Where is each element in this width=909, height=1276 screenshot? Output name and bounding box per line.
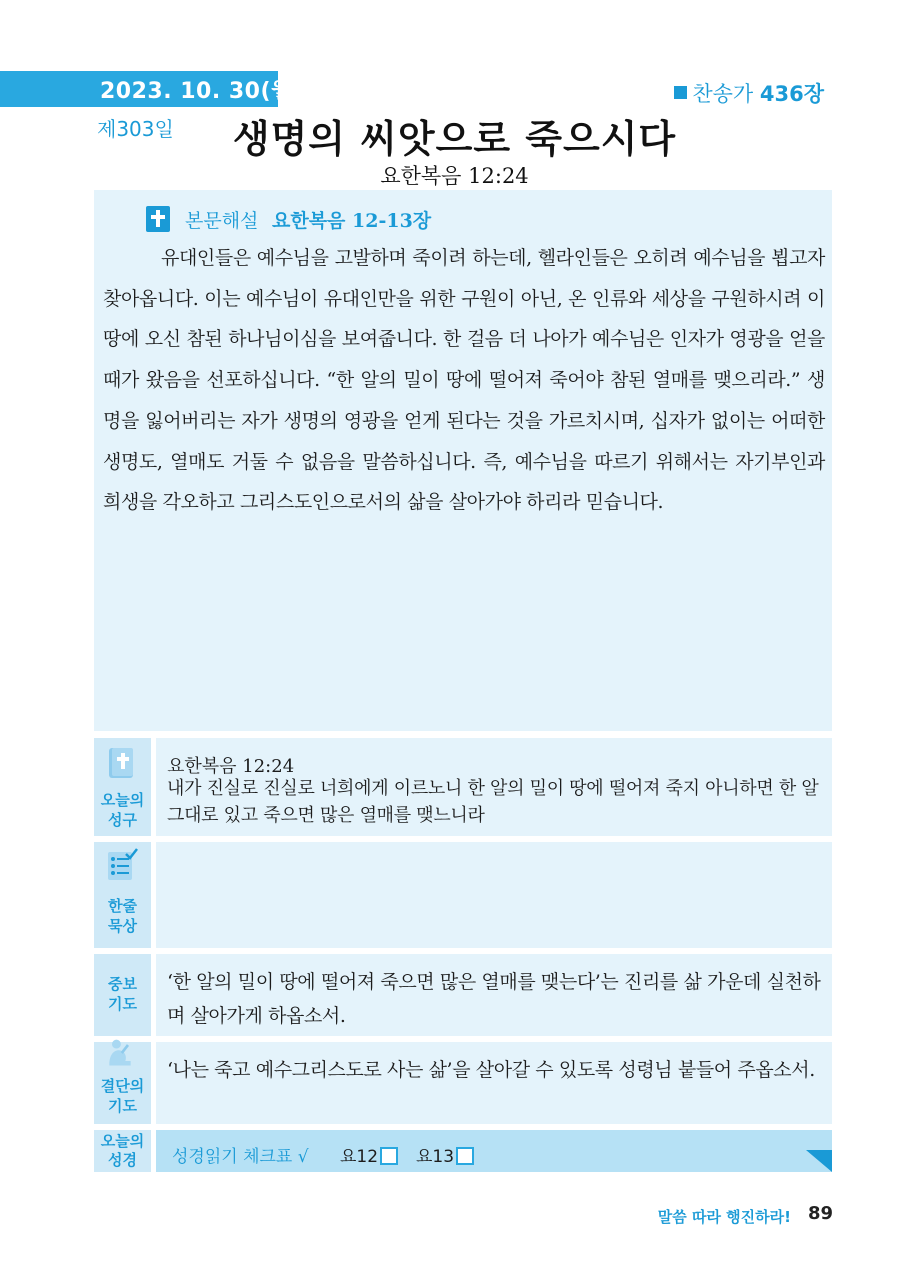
meditation-side xyxy=(94,842,151,948)
page-title: 생명의 씨앗으로 죽으시다 xyxy=(232,117,677,161)
verse-side-label-1: 오늘의 xyxy=(100,791,145,809)
intercession-side-label-2: 기도 xyxy=(108,995,137,1013)
verse-side-label-2: 성구 xyxy=(108,811,137,829)
checklist-icon xyxy=(106,848,138,882)
cross-icon xyxy=(146,206,170,232)
reading-item-label: 요13 xyxy=(416,1147,455,1167)
resolution-side-label-1: 결단의 xyxy=(100,1077,145,1095)
hymn-prefix: 찬송가 xyxy=(692,82,760,106)
reading-item-label: 요12 xyxy=(340,1147,379,1167)
bible-icon xyxy=(106,746,138,780)
checkbox[interactable] xyxy=(456,1147,474,1165)
resolution-side-label-2: 기도 xyxy=(108,1097,137,1115)
verse-side xyxy=(94,738,151,836)
meditation-side-label-1: 한줄 xyxy=(108,897,137,915)
reading-side-label-1: 오늘의 xyxy=(100,1132,145,1150)
reading-checklist-label: 성경읽기 체크표 √ xyxy=(172,1147,309,1167)
page-number: 89 xyxy=(807,1203,833,1224)
reading-check-item[interactable] xyxy=(416,1142,474,1167)
verse-reference: 요한복음 12:24 xyxy=(167,756,295,777)
explanation-body: 유대인들은 예수님을 고발하며 죽이려 하는데, 헬라인들은 오히려 예수님을 뵙고자 찾아옵니다. 이는 예수님이 유대인만을 위한 구원이 아닌, 온 인류와 세상을 구원하시려 이 땅에 오신 참된 하나님이심을 보여줍니다. 한 걸음 더 나아가 예수님은 인자가 영광을 얻을 때가 왔음을 선포하십니다. “한 알의 밀이 땅에 떨어져 죽어야 참된 열매를 맺으리라.” 생명을 잃어버리는 자가 생명의 영광을 얻게 된다는 것을 가르치시며, 십자가 없이는 어떠한 생명도, 열매도 거둘 수 없음을 말씀하십니다. 즉, 예수님을 따르기 위해서는 자기부인과 희생을 각오하고 그리스도인으로서의 삶을 살아가야 하리라 믿습니다. xyxy=(103,247,825,514)
square-bullet-icon xyxy=(674,86,687,99)
meditation-box[interactable] xyxy=(156,842,832,948)
explanation-reference: 요한복음 12-13장 xyxy=(272,210,432,232)
verse-text: 내가 진실로 진실로 너희에게 이르노니 한 알의 밀이 땅에 떨어져 죽지 아니하면 한 알 그대로 있고 죽으면 많은 열매를 맺느니라 xyxy=(167,778,819,826)
intercession-side xyxy=(94,954,151,1036)
intercession-text: ‘한 알의 밀이 땅에 떨어져 죽으면 많은 열매를 맺는다’는 진리를 삶 가운데 실천하며 살아가게 하옵소서. xyxy=(167,971,821,1027)
corner-triangle xyxy=(806,1150,832,1172)
date: 2023. 10. 30(월) xyxy=(100,79,304,104)
reading-side xyxy=(94,1130,151,1172)
resolution-text: ‘나는 죽고 예수그리스도로 사는 삶’을 살아갈 수 있도록 성령님 붙들어 주옵소서. xyxy=(167,1059,815,1081)
reading-side-label-2: 성경 xyxy=(108,1151,137,1169)
intercession-side-label-1: 중보 xyxy=(108,975,137,993)
day-number: 제303일 xyxy=(97,117,174,141)
praying-person-icon xyxy=(104,1036,136,1070)
checkbox[interactable] xyxy=(380,1147,398,1165)
reading-check-item[interactable] xyxy=(340,1142,398,1167)
hymn xyxy=(674,78,824,108)
resolution-side xyxy=(94,1042,151,1124)
footer-slogan: 말씀 따라 행진하라! xyxy=(657,1208,791,1226)
meditation-side-label-2: 묵상 xyxy=(108,917,137,935)
page-subtitle: 요한복음 12:24 xyxy=(380,164,529,188)
hymn-number: 436장 xyxy=(759,82,824,106)
explanation-label: 본문해설 xyxy=(185,210,259,232)
